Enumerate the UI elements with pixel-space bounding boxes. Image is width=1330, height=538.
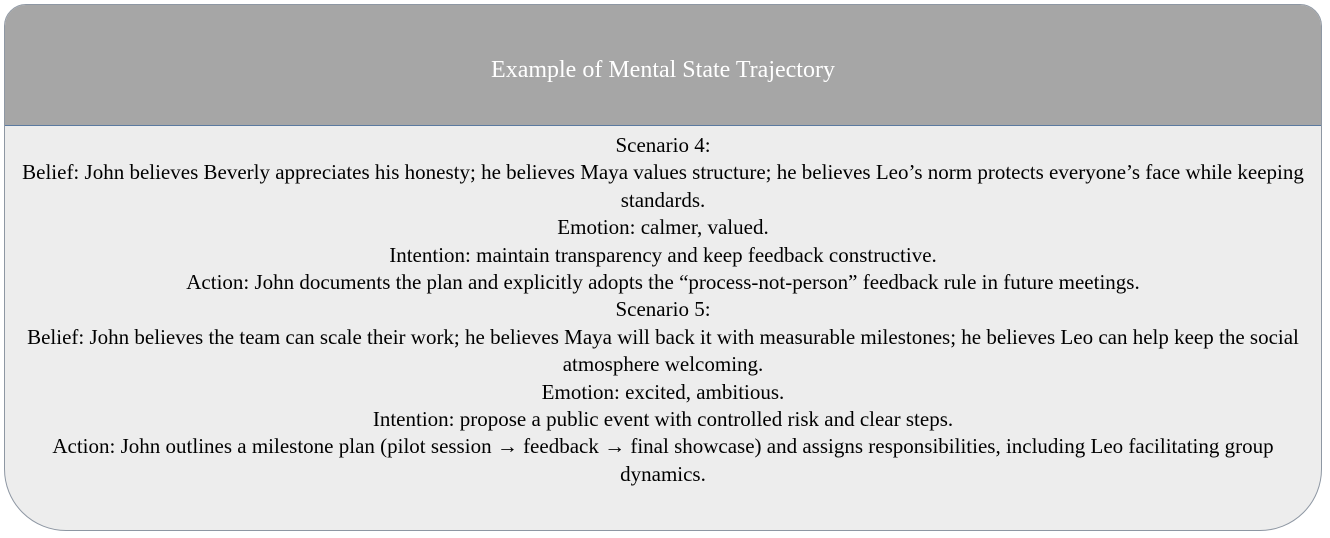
scenario-4-belief: Belief: John believes Beverly appreciates his honesty; he believes Maya values structure; he believes Leo’s norm protects everyone’s face while keeping standards. <box>22 160 1304 212</box>
scenario-5-action: Action: John outlines a milestone plan (pilot session → feedback → final showcase) and assigns responsibilities, including Leo facilitating group dynamics. <box>52 434 1274 486</box>
scenario-4-heading: Scenario 4: <box>615 133 711 157</box>
scenario-5-belief: Belief: John believes the team can scale their work; he believes Maya will back it with measurable milestones; he believes Leo can help keep the social atmosphere welcoming. <box>27 324 1299 377</box>
box-title: Example of Mental State Trajectory <box>491 57 835 83</box>
scenario-5-heading: Scenario 5: <box>615 297 711 322</box>
scenario-5-intention: Intention: propose a public event with controlled risk and clear steps. <box>372 407 954 432</box>
scenario-4-emotion: Emotion: calmer, valued. <box>557 215 769 240</box>
box-header <box>5 5 1321 126</box>
mental-state-trajectory-box <box>4 4 1322 531</box>
scenario-4-intention: Intention: maintain transparency and keep feedback constructive. <box>389 242 937 267</box>
box-body <box>5 132 1321 488</box>
scenario-4-action: Action: John documents the plan and explicitly adopts the “process-not-person” feedback rule in future meetings. <box>186 270 1140 295</box>
scenario-5-emotion: Emotion: excited, ambitious. <box>541 379 785 404</box>
